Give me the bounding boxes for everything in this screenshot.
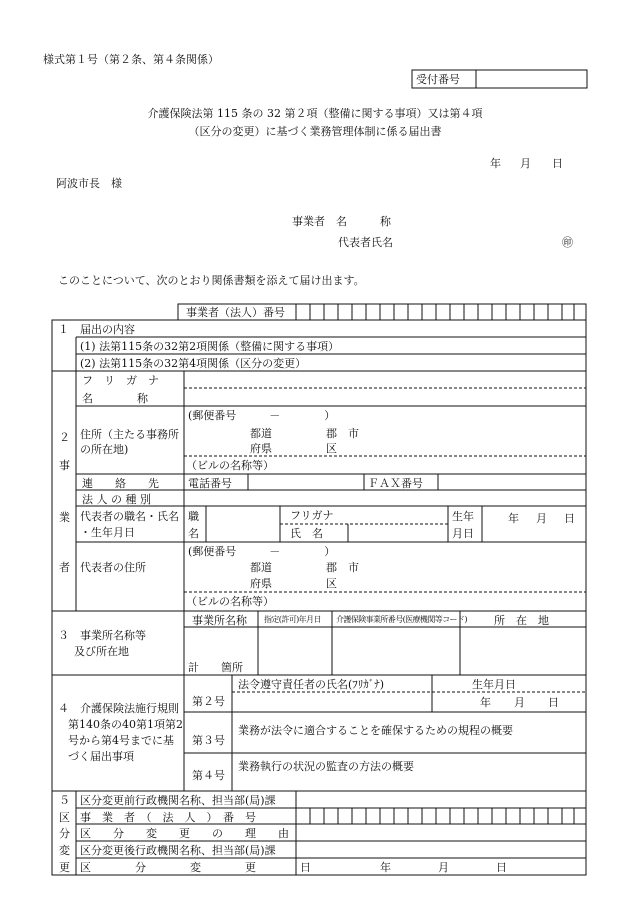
receipt-number-field[interactable]	[480, 72, 584, 86]
furigana-field[interactable]	[186, 375, 582, 387]
rep-building-name-field[interactable]: （ビルの名称等）	[186, 595, 274, 608]
birth-year-label: 年	[508, 512, 519, 525]
addressee: 阿波市長 様	[56, 177, 122, 190]
birth-month-label: 月	[536, 512, 547, 525]
seal-mark: ㊞	[562, 236, 573, 249]
section-5-number: ５	[59, 794, 70, 807]
audit-summary-field[interactable]	[236, 774, 582, 789]
main-address-label-1: 住所（主たる事務所	[80, 428, 179, 441]
name-label: 名 称	[82, 392, 148, 405]
county-city-label: 郡 市	[326, 427, 359, 440]
section-4-label-1: ４ 介護保険法施行規則	[58, 702, 179, 715]
representative-name-label: 代表者氏名	[338, 236, 393, 249]
section-3-label-2: 及び所在地	[74, 645, 129, 658]
postal-code-field[interactable]: (郵便番号 － ）	[188, 409, 336, 422]
notice-type-item-1[interactable]: (1) 法第115条の32第2項関係（整備に関する事項）	[80, 340, 340, 353]
change-date-label: 区 分 変 更 日	[80, 861, 311, 874]
previous-agency-label: 区分変更前行政機関名称、担当部(局)課	[80, 794, 276, 807]
birth-label-2: 月日	[452, 527, 474, 540]
compliance-officer-label: 法令遵守責任者の氏名(ﾌﾘｶﾞﾅ)	[238, 678, 385, 691]
item-no-4: 第４号	[192, 769, 225, 782]
rep-prefecture-label-b: 府県	[250, 577, 272, 590]
rules-summary-field[interactable]	[236, 738, 582, 752]
date-month: 月	[520, 157, 531, 170]
phone-field[interactable]	[250, 476, 360, 489]
next-agency-field[interactable]	[298, 843, 582, 857]
compliance-birth-label: 生年月日	[472, 678, 516, 691]
rules-summary-label: 業務が法令に適合することを確保するための規程の概要	[238, 724, 513, 737]
title-line-1: 介護保険法第 115 条の 32 第２項（整備に関する事項）又は第４項	[147, 107, 483, 120]
representative-title-label-1: 代表者の職名・氏名	[80, 510, 179, 523]
corporate-type-label: 法 人 の 種 別	[82, 493, 151, 506]
compliance-officer-name-field[interactable]	[236, 695, 430, 710]
item-no-2: 第２号	[192, 695, 225, 708]
section-4-label-4: づく届出事項	[68, 750, 134, 763]
section-5-char-3: 変	[59, 844, 70, 857]
section-4-label-2: 第140条の40第1項第2	[68, 718, 183, 731]
position-field[interactable]	[208, 508, 278, 540]
birth-day-label: 日	[564, 512, 575, 525]
representative-address-label: 代表者の住所	[80, 561, 146, 574]
ward-label: 区	[326, 442, 337, 455]
section-5-char-1: 区	[59, 811, 70, 824]
position-label-2: 名	[188, 527, 199, 540]
phone-label: 電話番号	[188, 477, 232, 490]
form-number: 様式第１号（第２条、第４条関係）	[43, 53, 219, 66]
office-total-label: 計 箇所	[188, 661, 243, 674]
compliance-birth-month: 月	[514, 696, 525, 709]
date-day: 日	[552, 157, 563, 170]
title-line-2: （区分の変更）に基づく業務管理体制に係る届出書	[188, 125, 442, 138]
position-label-1: 職	[188, 510, 199, 523]
furigana-label: フ リ ガ ナ	[82, 374, 159, 387]
next-agency-label: 区分変更後行政機関名称、担当部(局)課	[80, 844, 276, 857]
change-date-day: 日	[496, 861, 507, 874]
representative-name-field[interactable]	[350, 526, 446, 540]
rep-postal-code-field[interactable]: (郵便番号 － ）	[188, 545, 336, 558]
section-3-label-1: ３ 事業所名称等	[58, 629, 146, 642]
section-1-label: １ 届出の内容	[58, 323, 135, 336]
business-name-label: 事業者 名 称	[292, 215, 391, 228]
corporate-number-label: 事業者（法人）番号	[186, 306, 285, 319]
corporate-type-field[interactable]	[186, 492, 582, 505]
prefecture-label-b: 府県	[250, 442, 272, 455]
building-name-field[interactable]: （ビルの名称等）	[186, 459, 274, 472]
prefecture-label-a: 都道	[250, 427, 272, 440]
previous-agency-field[interactable]	[298, 793, 582, 807]
receipt-label: 受付番号	[416, 73, 460, 86]
birth-label-1: 生年	[452, 510, 474, 523]
compliance-birth-year: 年	[480, 696, 491, 709]
contact-label: 連 絡 先	[82, 477, 159, 490]
rep-prefecture-label-a: 都道	[250, 561, 272, 574]
location-header: 所 在 地	[494, 614, 549, 627]
section-2-char-3: 者	[59, 561, 70, 574]
fax-label: ＦＡＸ番号	[368, 477, 423, 490]
insurance-code-header: 介護保険事業所番号(医療機関等コード)	[336, 615, 467, 624]
intro-text: このことについて、次のとおり関係書類を添えて届け出ます。	[58, 274, 365, 287]
office-name-header: 事業所名称	[192, 614, 247, 627]
date-year: 年	[490, 157, 501, 170]
full-name-label: 氏 名	[290, 527, 323, 540]
notice-type-item-2[interactable]: (2) 法第115条の32第4項関係（区分の変更）	[80, 357, 307, 370]
rep-ward-label: 区	[326, 577, 337, 590]
section-2-char-2: 業	[59, 511, 70, 524]
section-5-char-4: 更	[59, 861, 70, 874]
section-2-char-1: 事	[59, 459, 70, 472]
change-reason-label: 区 分 変 更 の 理 由	[80, 827, 289, 840]
section-5-char-2: 分	[59, 827, 70, 840]
change-reason-field[interactable]	[298, 826, 582, 840]
representative-title-label-2: ・生年月日	[80, 526, 135, 539]
item-no-3: 第３号	[192, 734, 225, 747]
name-field[interactable]	[186, 392, 582, 404]
rep-county-city-label: 郡 市	[326, 561, 359, 574]
furigana-small-label: フリガナ	[290, 509, 334, 522]
compliance-birth-day: 日	[548, 696, 559, 709]
fax-field[interactable]	[440, 476, 582, 489]
section-5-corp-number-label: 事 業 者 （ 法 人 ） 番 号	[80, 811, 256, 824]
change-date-year: 年	[380, 861, 391, 874]
designation-date-header: 指定(許可)年月日	[264, 615, 321, 624]
section-4-label-3: 号から第4号までに基	[68, 734, 174, 747]
main-address-label-2: の所在地)	[80, 443, 129, 456]
change-date-month: 月	[438, 861, 449, 874]
audit-summary-label: 業務執行の状況の監査の方法の概要	[238, 760, 414, 773]
section-2-number: ２	[59, 431, 70, 444]
